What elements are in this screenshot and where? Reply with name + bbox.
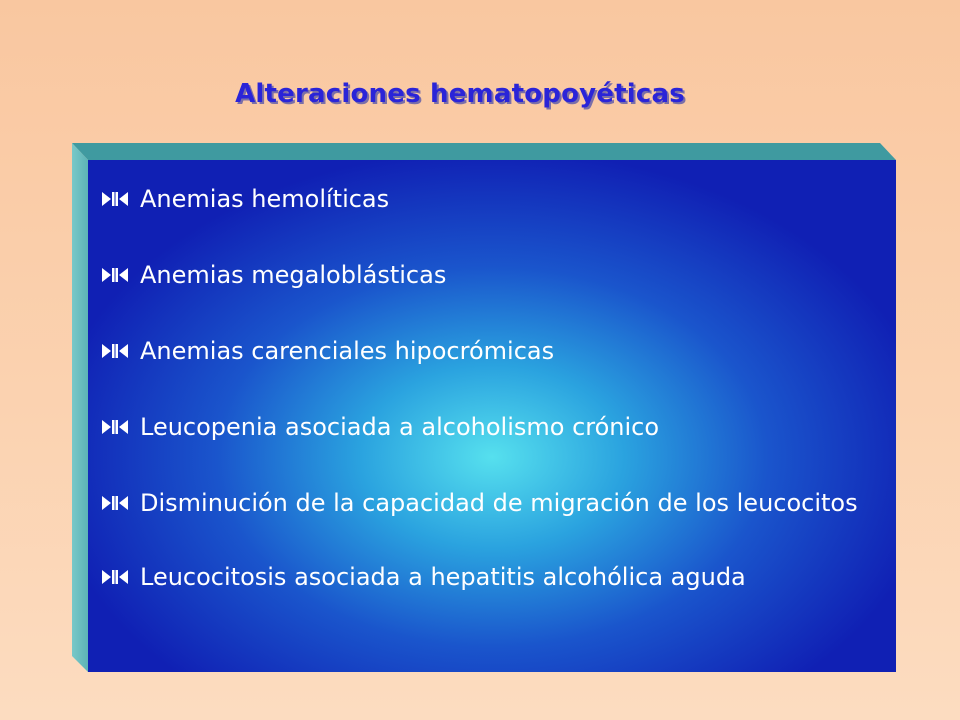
- panel-left-bevel: [72, 143, 88, 672]
- list-item-text: Anemias megaloblásticas: [140, 261, 447, 289]
- list-item: [102, 181, 892, 217]
- double-arrow-right-icon: [102, 496, 128, 510]
- bullet-list: [102, 181, 892, 635]
- double-arrow-right-icon: [102, 268, 128, 282]
- panel-top-bevel: [72, 143, 896, 160]
- list-item-text: Anemias carenciales hipocrómicas: [140, 337, 555, 365]
- double-arrow-right-icon: [102, 344, 128, 358]
- list-item: [102, 409, 892, 445]
- double-arrow-right-icon: [102, 570, 128, 584]
- slide-title: Alteraciones hematopoyéticas: [235, 79, 685, 110]
- list-item: [102, 559, 892, 595]
- list-item: [102, 333, 892, 369]
- double-arrow-right-icon: [102, 192, 128, 206]
- list-item-text: Disminución de la capacidad de migración de los leucocitos: [140, 489, 858, 517]
- list-item-text: Leucopenia asociada a alcoholismo crónico: [140, 413, 660, 441]
- list-item-text: Leucocitosis asociada a hepatitis alcohólica aguda: [140, 563, 746, 591]
- list-item-text: Anemias hemolíticas: [140, 185, 390, 213]
- double-arrow-right-icon: [102, 420, 128, 434]
- list-item: [102, 257, 892, 293]
- list-item: [102, 485, 860, 521]
